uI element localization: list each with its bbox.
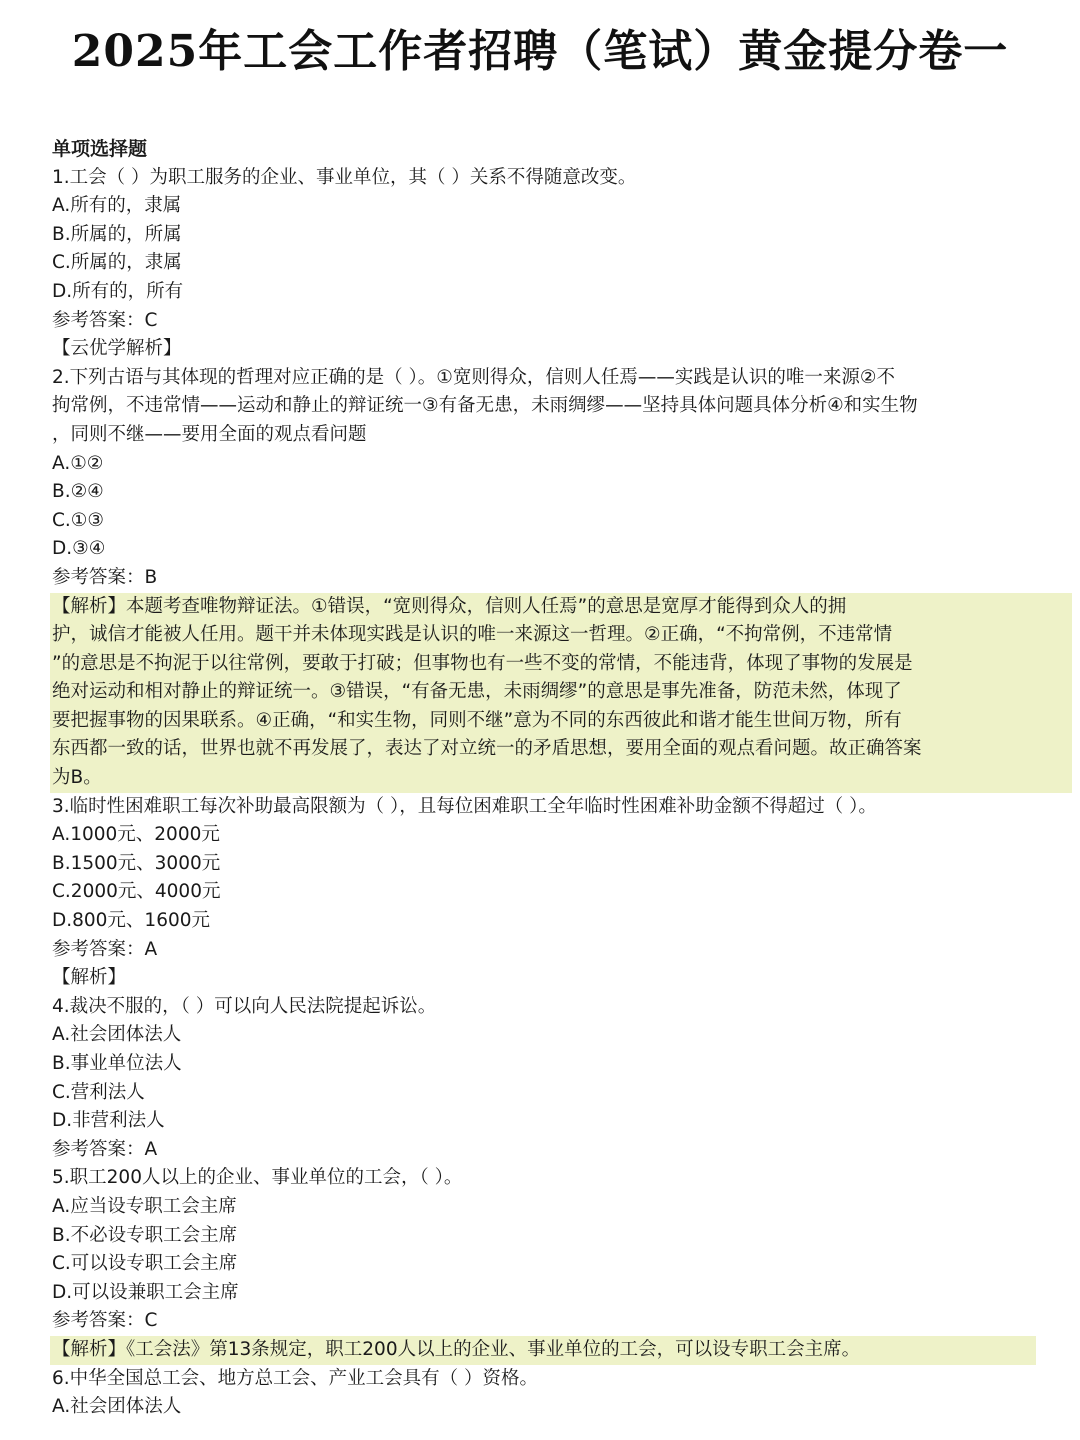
question-stem: 6.中华全国总工会、地方总工会、产业工会具有（ ）资格。	[52, 1367, 539, 1389]
question-stem-line: 拘常例，不违常情——运动和静止的辩证统一③有备无患，未雨绸缪——坚持具体问题具体分析④和实生物	[52, 395, 918, 417]
option-a: A.应当设专职工会主席	[52, 1195, 237, 1217]
analysis-line: 护，诚信才能被人任用。题干并未体现实践是认识的唯一来源这一哲理。②正确，“不拘常例，不违常情	[52, 624, 893, 646]
analysis-label: 【解析】	[52, 967, 127, 989]
question-3	[52, 793, 1052, 993]
option-b: B.不必设专职工会主席	[52, 1224, 238, 1246]
option-d: D.800元、1600元	[52, 910, 211, 932]
question-stem: 4.裁决不服的，（ ）可以向人民法院提起诉讼。	[52, 995, 437, 1017]
option-a: A.社会团体法人	[52, 1396, 182, 1418]
page-title: 2025年工会工作者招聘（笔试）黄金提分卷一	[71, 26, 1009, 77]
analysis-line: 绝对运动和相对静止的辩证统一。③错误，“有备无患，未雨绸缪”的意思是事先准备，防范未然，体现了	[52, 681, 902, 703]
analysis-line: 【解析】《工会法》第13条规定，职工200人以上的企业、事业单位的工会，可以设专职工会主席。	[52, 1338, 861, 1360]
question-4	[52, 993, 1052, 1165]
question-stem-line: 2.下列古语与其体现的哲理对应正确的是（ ）。①宽则得众，信则人任焉——实践是认识的唯一来源②不	[52, 366, 895, 388]
question-5	[52, 1164, 1052, 1364]
reference-answer: 参考答案：B	[52, 566, 158, 588]
question-stem: 3.临时性困难职工每次补助最高限额为（ ），且每位困难职工全年临时性困难补助金额不得超过（ ）。	[52, 795, 877, 817]
question-stem: 1.工会（ ）为职工服务的企业、事业单位，其（ ）关系不得随意改变。	[52, 166, 637, 188]
section-title: 单项选择题	[52, 138, 148, 160]
question-2	[52, 364, 1052, 793]
question-stem-line: ，同则不继——要用全面的观点看问题	[52, 423, 367, 445]
option-a: A.1000元、2000元	[52, 824, 220, 846]
option-c: C.所属的，隶属	[52, 252, 182, 274]
reference-answer: 参考答案：A	[52, 1138, 158, 1160]
option-b: B.②④	[52, 481, 104, 503]
option-b: B.所属的，所属	[52, 223, 182, 245]
option-a: A.①②	[52, 452, 104, 474]
option-d: D.可以设兼职工会主席	[52, 1281, 239, 1303]
option-c: C.①③	[52, 509, 104, 531]
option-a: A.社会团体法人	[52, 1024, 182, 1046]
document-body	[52, 135, 1052, 1422]
option-b: B.事业单位法人	[52, 1053, 182, 1074]
analysis-block	[50, 593, 1072, 793]
option-d: D.所有的，所有	[52, 280, 184, 302]
option-a: A.所有的，隶属	[52, 195, 182, 217]
option-d: D.③④	[52, 538, 106, 560]
analysis-line: 【解析】本题考查唯物辩证法。①错误，“宽则得众，信则人任焉”的意思是宽厚才能得到众人的拥	[52, 595, 847, 617]
question-stem: 5.职工200人以上的企业、事业单位的工会，（ ）。	[52, 1167, 463, 1189]
question-1	[52, 164, 1052, 364]
reference-answer: 参考答案：C	[52, 309, 158, 331]
analysis-line: 东西都一致的话，世界也就不再发展了，表达了对立统一的矛盾思想，要用全面的观点看问题。故正确答案	[52, 738, 922, 760]
analysis-block	[50, 1336, 1036, 1365]
analysis-label: 【云优学解析】	[52, 338, 182, 360]
option-b: B.1500元、3000元	[52, 852, 221, 874]
option-c: C.可以设专职工会主席	[52, 1253, 238, 1275]
question-6	[52, 1365, 1052, 1422]
option-c: C.营利法人	[52, 1081, 145, 1103]
option-d: D.非营利法人	[52, 1110, 165, 1132]
analysis-line: 为B。	[52, 767, 102, 789]
analysis-line: 要把握事物的因果联系。④正确，“和实生物，同则不继”意为不同的东西彼此和谐才能生世间万物，所有	[52, 709, 902, 731]
reference-answer: 参考答案：C	[52, 1310, 158, 1332]
option-c: C.2000元、4000元	[52, 881, 221, 903]
reference-answer: 参考答案：A	[52, 938, 158, 960]
analysis-line: ”的意思是不拘泥于以往常例，要敢于打破；但事物也有一些不变的常情，不能违背，体现了事物的发展是	[52, 652, 913, 674]
